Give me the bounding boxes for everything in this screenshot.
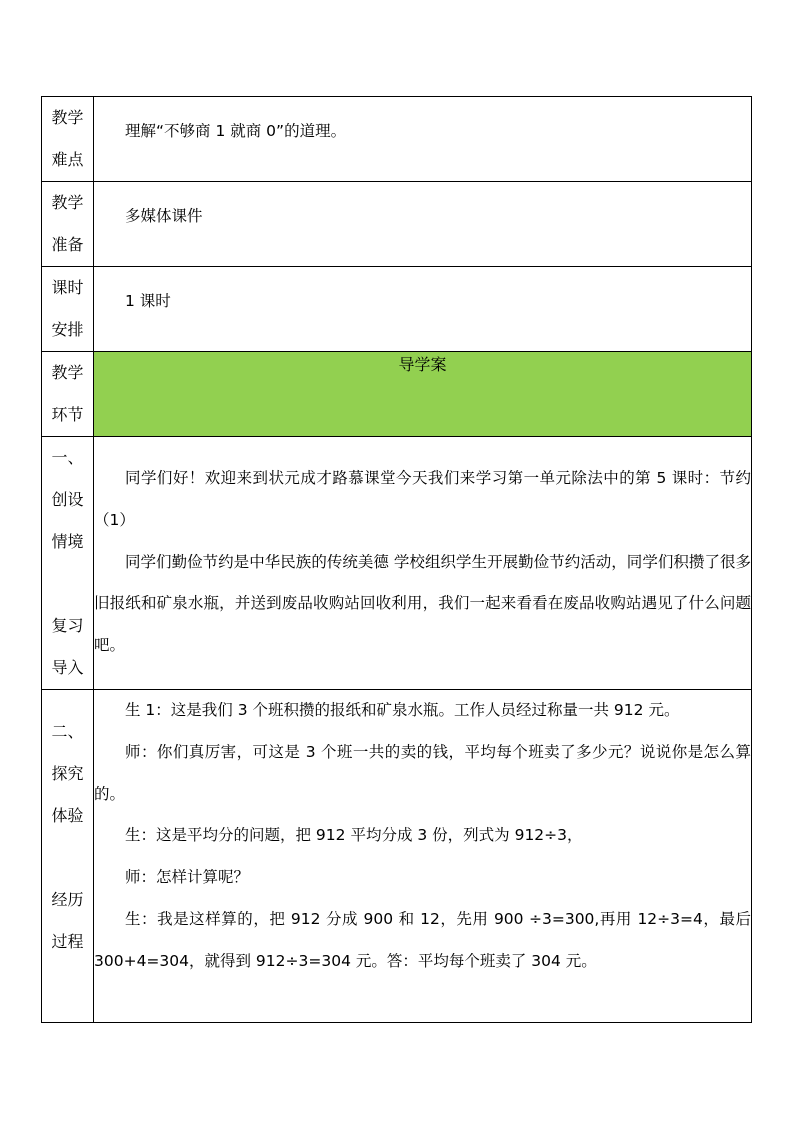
row-label: 二、 探究 体验 经历 过程 xyxy=(42,690,94,1023)
content-paragraph: 师：怎样计算呢？ xyxy=(125,868,250,887)
row-content xyxy=(94,267,752,352)
row-difficulty xyxy=(42,97,752,182)
row-content xyxy=(94,97,752,182)
row-schedule xyxy=(42,267,752,352)
row-stage-header xyxy=(42,352,752,437)
content-paragraph: 生 1：这是我们 3 个班积攒的报纸和矿泉水瓶。工作人员经过称量一共 912 元。 xyxy=(125,701,680,719)
row-content xyxy=(94,437,752,690)
content-text: 1 课时 xyxy=(125,292,171,310)
content-paragraph: 生：我是这样算的，把 912 分成 900 和 12，先用 900 ÷3=300,再用 12÷3=4，最后 300+4=304，就得到 912÷3=304 元。答：平均每个班卖了 304 元。 xyxy=(94,909,751,970)
content-paragraph: 师：你们真厉害，可这是 3 个班一共的卖的钱，平均每个班卖了多少元？说说你是怎么算的。 xyxy=(94,742,751,803)
row-introduction xyxy=(42,437,752,690)
row-exploration xyxy=(42,690,752,1023)
content-text: 理解“不够商 1 就商 0”的道理。 xyxy=(125,122,347,140)
section-header: 导学案 xyxy=(94,352,752,437)
content-paragraph: 生：这是平均分的问题，把 912 平均分成 3 份，列式为 912÷3， xyxy=(125,826,583,845)
row-label: 课时 安排 xyxy=(42,267,94,352)
row-label: 教学 准备 xyxy=(42,182,94,267)
lesson-plan-table xyxy=(41,96,752,1023)
row-label: 一、 创设 情境 复习 导入 xyxy=(42,437,94,690)
content-paragraph: 同学们好！欢迎来到状元成才路慕课堂今天我们来学习第一单元除法中的第 5 课时：节约（1） xyxy=(94,469,751,529)
row-preparation xyxy=(42,182,752,267)
row-label: 教学 环节 xyxy=(42,352,94,437)
row-label: 教学 难点 xyxy=(42,97,94,182)
content-text: 多媒体课件 xyxy=(125,207,203,225)
row-content xyxy=(94,690,752,1023)
content-paragraph: 同学们勤俭节约是中华民族的传统美德 学校组织学生开展勤俭节约活动，同学们积攒了很多旧报纸和矿泉水瓶，并送到废品收购站回收利用，我们一起来看看在废品收购站遇见了什么问题吧。 xyxy=(94,552,751,655)
row-content xyxy=(94,182,752,267)
